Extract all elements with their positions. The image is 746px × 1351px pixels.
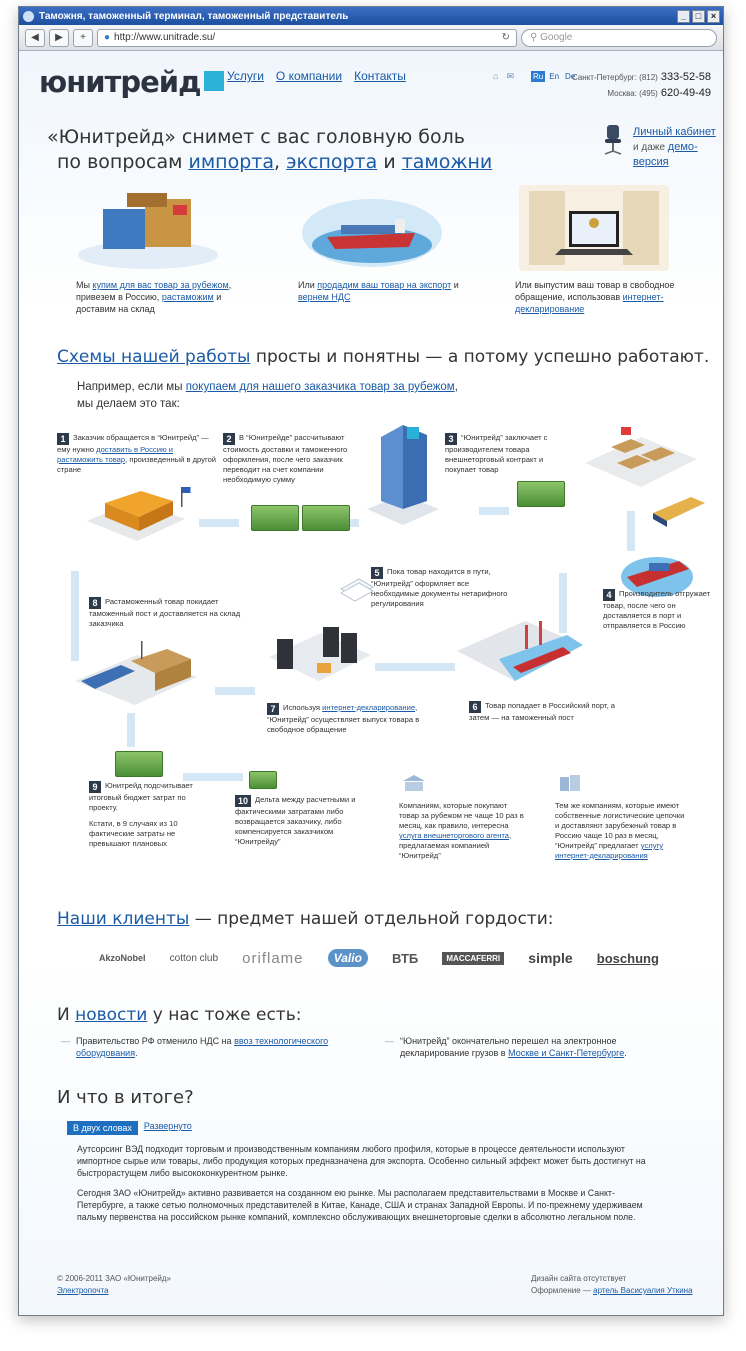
page-content [19,51,723,1315]
browser-icon [23,11,34,22]
header-icons [493,71,514,82]
step-10 [235,795,371,847]
schemes-sub1: Например, если мы [77,381,183,393]
money-icon [249,771,277,789]
step-number: 10 [235,795,251,807]
schemes-title [57,347,709,367]
browser-window [18,6,724,1316]
flow-arrow [215,687,255,695]
logo-vtb: ВТБ [392,950,419,966]
phone-spb-number: 333-52-58 [660,71,711,83]
nav-about[interactable]: О компании [275,69,343,83]
schemes-sub [77,379,458,413]
news-2-tail: . [624,1048,627,1058]
import-link[interactable]: импорта [188,151,274,173]
buildings-icon [557,773,583,793]
step-3 [445,433,569,475]
logo-simple: simple [528,950,573,966]
maximize-button[interactable]: □ [692,10,705,23]
schemes-sub-link[interactable]: покупаем для нашего заказчика товар за рубежом [185,381,455,393]
money-stack [517,481,565,507]
news-title [57,1005,301,1025]
extra-agent [399,801,527,861]
truck-illustration [647,489,707,531]
office-tower-illustration [363,417,443,529]
news-item-1 [61,1035,341,1059]
back-icon[interactable]: ◀ [25,29,45,47]
s3-link-edecl[interactable]: интернет-декларирование [515,292,664,314]
add-tab-icon[interactable]: + [73,29,93,47]
title-bar [19,7,723,25]
logo-valio: Valio [328,949,368,967]
money-icon [302,505,350,531]
office-chair-icon [603,123,623,157]
schemes-sub3: мы делаем это так: [77,398,180,410]
step-5 [371,567,511,609]
step-number: 8 [89,597,101,609]
window-title: Таможня, таможенный терминал, таможенный представитель [39,10,349,22]
summary-tabs [67,1121,192,1135]
search-icon: ⚲ [530,31,541,43]
lang-ru[interactable]: Ru [533,72,544,81]
step-6 [469,701,629,723]
step-4 [603,589,713,631]
s1-t3: и доставим на склад [76,292,222,314]
logo-text: юнитрейд [39,65,201,99]
logo-cottonclub: cotton club [169,952,219,964]
news-item-2 [385,1035,645,1059]
containers-illustration [73,185,223,271]
extra-edecl-text: Тем же компаниям, которые имеют собственные логистические цепочки и доставляют зарубежный товар в Россию чаще 10 раз в месяц, “Юнитрейд” предлагает [555,801,685,850]
news-2-text: “Юнитрейд” окончательно перешел на электронное декларирование грузов в [400,1036,617,1058]
logo[interactable] [39,65,224,99]
dash-icon: — [385,1036,394,1046]
s1-t1: Мы [76,280,90,290]
step-9 [89,781,205,849]
flow-arrow [199,519,239,527]
nav-services[interactable]: Услуги [227,69,264,83]
lang-de[interactable]: De [565,72,576,81]
step-2-text: В “Юнитрейде” рассчитывают стоимость доставки и таможенного оформления, после чего заказчик переводит на счет компании необходимую сумму [223,433,348,484]
phone-spb [572,71,711,83]
clients-title-rest: — предмет нашей отдельной гордости: [194,909,554,929]
money-icon [517,481,565,507]
clients-title [57,909,554,929]
service-text-2 [298,279,488,303]
step-6-text: Товар попадает в Российский порт, а затем — на таможенный пост [469,701,616,722]
extra-agent-tail: , предлагаемая компанией “Юнитрейд” [399,831,512,860]
footer-copy: © 2006-2011 ЗАО «Юнитрейд» [57,1274,172,1283]
step-9-text: Юнитрейд подсчитывает итоговый бюджет затрат по проекту. [89,781,193,812]
step-7-text: Используя [283,703,321,712]
phone-msk-number: 620-49-49 [660,87,711,99]
step-8 [89,597,261,629]
hero-and: и [383,151,396,173]
port-illustration [455,611,585,691]
customs-link[interactable]: таможни [401,151,493,173]
step-number: 2 [223,433,235,445]
hero-heading [47,125,492,175]
ship-illustration [297,185,447,271]
step-number: 4 [603,589,615,601]
schemes-link[interactable]: Схемы нашей работы [57,347,251,367]
s2-t2: и [453,280,459,290]
flow-arrow [183,773,243,781]
news-item-2-body [400,1035,645,1059]
step-number: 9 [89,781,101,793]
logo-maccaferri: MACCAFERRI [442,952,504,965]
logo-boschung: boschung [596,950,659,966]
hero-line2: по вопросам импорта, экспорта и таможни [57,151,493,173]
step-1-link[interactable]: доставить в Россию и растаможить товар [57,445,174,464]
s2-link-export[interactable]: продадим ваш товар на экспорт [317,280,452,290]
cabinet-link[interactable]: Личный кабинет [633,126,716,138]
news-prefix: И [57,1005,70,1025]
step-2 [223,433,363,485]
s2-link-vat[interactable]: вернем НДС [298,292,351,302]
warehouses-illustration [581,423,701,493]
mail-icon[interactable]: ✉ [506,71,514,81]
close-button[interactable]: × [707,10,720,23]
dash-icon: — [61,1036,70,1046]
step-1-text: Заказчик обращается в “Юнитрейд” — ему нужно [57,433,209,454]
search-input[interactable] [521,29,717,47]
news-link[interactable]: новости [75,1005,148,1025]
footer-email-link[interactable]: Электропочта [57,1286,109,1295]
money-stack [251,505,350,531]
demo-link[interactable]: демо-версия [633,141,698,168]
flow-arrow [479,507,509,515]
cabinet-block [633,125,723,170]
demo-prefix: и даже [633,142,666,153]
minimize-button[interactable]: _ [677,10,690,23]
extra-edecl-link[interactable]: услугу интернет-декларирования [555,841,664,860]
step-7-link[interactable]: интернет-декларирование [322,703,416,712]
step-number: 5 [371,567,383,579]
hero-prefix: по вопросам [57,151,183,173]
footer-right [531,1273,693,1297]
lang-en[interactable]: En [549,72,560,81]
money-stack [115,751,163,777]
logo-oriflame: oriflame [242,949,304,967]
step-5-text: Пока товар находится в пути, “Юнитрейд” оформляет все необходимые документы нетарифного регулирования [371,567,508,608]
step-number: 1 [57,433,69,445]
export-link[interactable]: экспорта [286,151,378,173]
step-7-tail: , “Юнитрейд” осуществляет выпуск товара в свободное обращение [267,703,420,734]
step-1-tail: , произведенный в другой стране [57,455,217,474]
url-text: http://www.unitrade.su/ [114,32,216,43]
forward-icon[interactable]: ▶ [49,29,69,47]
money-icon [251,505,299,531]
footer-left [57,1273,171,1297]
step-number: 6 [469,701,481,713]
address-bar[interactable] [97,29,517,47]
s2-t1: Или [298,280,315,290]
step-8-text: Растаможенный товар покидает таможенный пост и доставляется на склад заказчика [89,597,241,628]
language-switch [531,71,577,82]
news-item-1-body [76,1035,341,1059]
summary-p1: Аутсорсинг ВЭД подходит торговым и производственным компаниям любого профиля, которые в процессе деятельности используют импортное сырье или товары, либо продукция которых предназначена для экспорта. Особенно сильный эффект может быть достигнут на быстрорастущем либо высококонкурентном рынке. [77,1144,646,1178]
phone-msk-label: Москва: (495) [607,89,658,98]
s1-link-buy[interactable]: купим для вас товар за рубежом [92,280,229,290]
browser-toolbar [19,25,723,51]
logo-mark-icon [204,71,224,91]
step-10-text: Дельта между расчетными и фактическими затратами либо возвращается заказчику, либо компенсируется заказчиком “Юнитрейду” [235,795,356,846]
tab-expanded[interactable]: Развернуто [143,1121,192,1131]
money-stack [249,771,277,789]
nav-contacts[interactable]: Контакты [354,69,406,83]
home-icon[interactable]: ⌂ [493,71,499,81]
server-room-illustration [265,617,375,697]
summary-title: И что в итоге? [57,1087,194,1108]
footer-deco-link[interactable]: артель Васисуалия Уткина [593,1286,693,1295]
store-illustration [81,481,191,545]
step-4-text: Производитель отгружает товар, после чего он доставляется в порт и отправляется в Россию [603,589,711,630]
s1-t2: , привезем в Россию, [76,280,232,302]
news-1-tail: . [135,1048,138,1058]
footer-deco-prefix: Оформление — [531,1286,591,1295]
news-title-rest: у нас тоже есть: [152,1005,302,1025]
flow-arrow [375,663,455,671]
client-logos [99,949,659,967]
step-9-extra: Кстати, в 9 случаях из 10 фактические затраты не превышают плановых [89,819,178,848]
flow-arrow [127,713,135,747]
footer-design: Дизайн сайта отсутствует [531,1274,627,1283]
step-number: 3 [445,433,457,445]
news-1-link[interactable]: ввоз технологического оборудования [76,1036,329,1058]
reload-icon[interactable]: ↻ [501,32,510,43]
extra-agent-link[interactable]: услуга внешнеторгового агента [399,831,510,840]
phone-spb-label: Санкт-Петербург: (812) [571,73,658,82]
news-1-text: Правительство РФ отменило НДС на [76,1036,232,1046]
s1-link-customs[interactable]: растаможим [161,292,214,302]
money-icon [115,751,163,777]
step-3-text: “Юнитрейд” заключает с производителем товара внешнеторговый контракт и покупает товар [445,433,548,474]
step-7 [267,703,427,735]
news-2-link[interactable]: Москве и Санкт-Петербурге [508,1048,625,1058]
extra-agent-text: Компаниям, которые покупают товар за рубежом не чаще 10 раз в месяц, как правило, интересна [399,801,524,830]
step-1 [57,433,217,475]
service-text-3 [515,279,695,315]
globe-icon: ● [104,32,111,43]
logo-akzonobel: AkzoNobel [99,953,146,963]
warehouse-truck-illustration [71,641,201,711]
summary-p2: Сегодня ЗАО «Юнитрейд» активно развивается на созданном ею рынке. Мы располагаем представительствами в Москве и Санкт-Петербурге, а также сетью полномочных представителей в Китае, Канаде, США и странах Западной Европы. И по-прежнему удерживаем пальму первенства на российском рынке компаний, комплексно обслуживающих внешнеторговые сделки в абсолютно легальном поле. [77,1188,643,1222]
schemes-sub2: , [454,381,458,393]
tab-short[interactable]: В двух словах [67,1121,138,1135]
step-number: 7 [267,703,279,715]
phone-msk [607,87,711,99]
laptop-illustration [519,185,669,271]
top-nav [227,69,406,83]
hero-line1: «Юнитрейд» снимет с вас головную боль [47,126,465,148]
service-text-1 [76,279,252,315]
clients-link[interactable]: Наши клиенты [57,909,190,929]
search-placeholder: Google [540,31,573,43]
extra-edecl [555,801,687,861]
schemes-title-rest: просты и понятны — а потому успешно работают. [255,347,710,367]
bank-icon [401,773,427,793]
s3-t1: Или выпустим ваш товар в свободное обращение, использовав [515,280,675,302]
